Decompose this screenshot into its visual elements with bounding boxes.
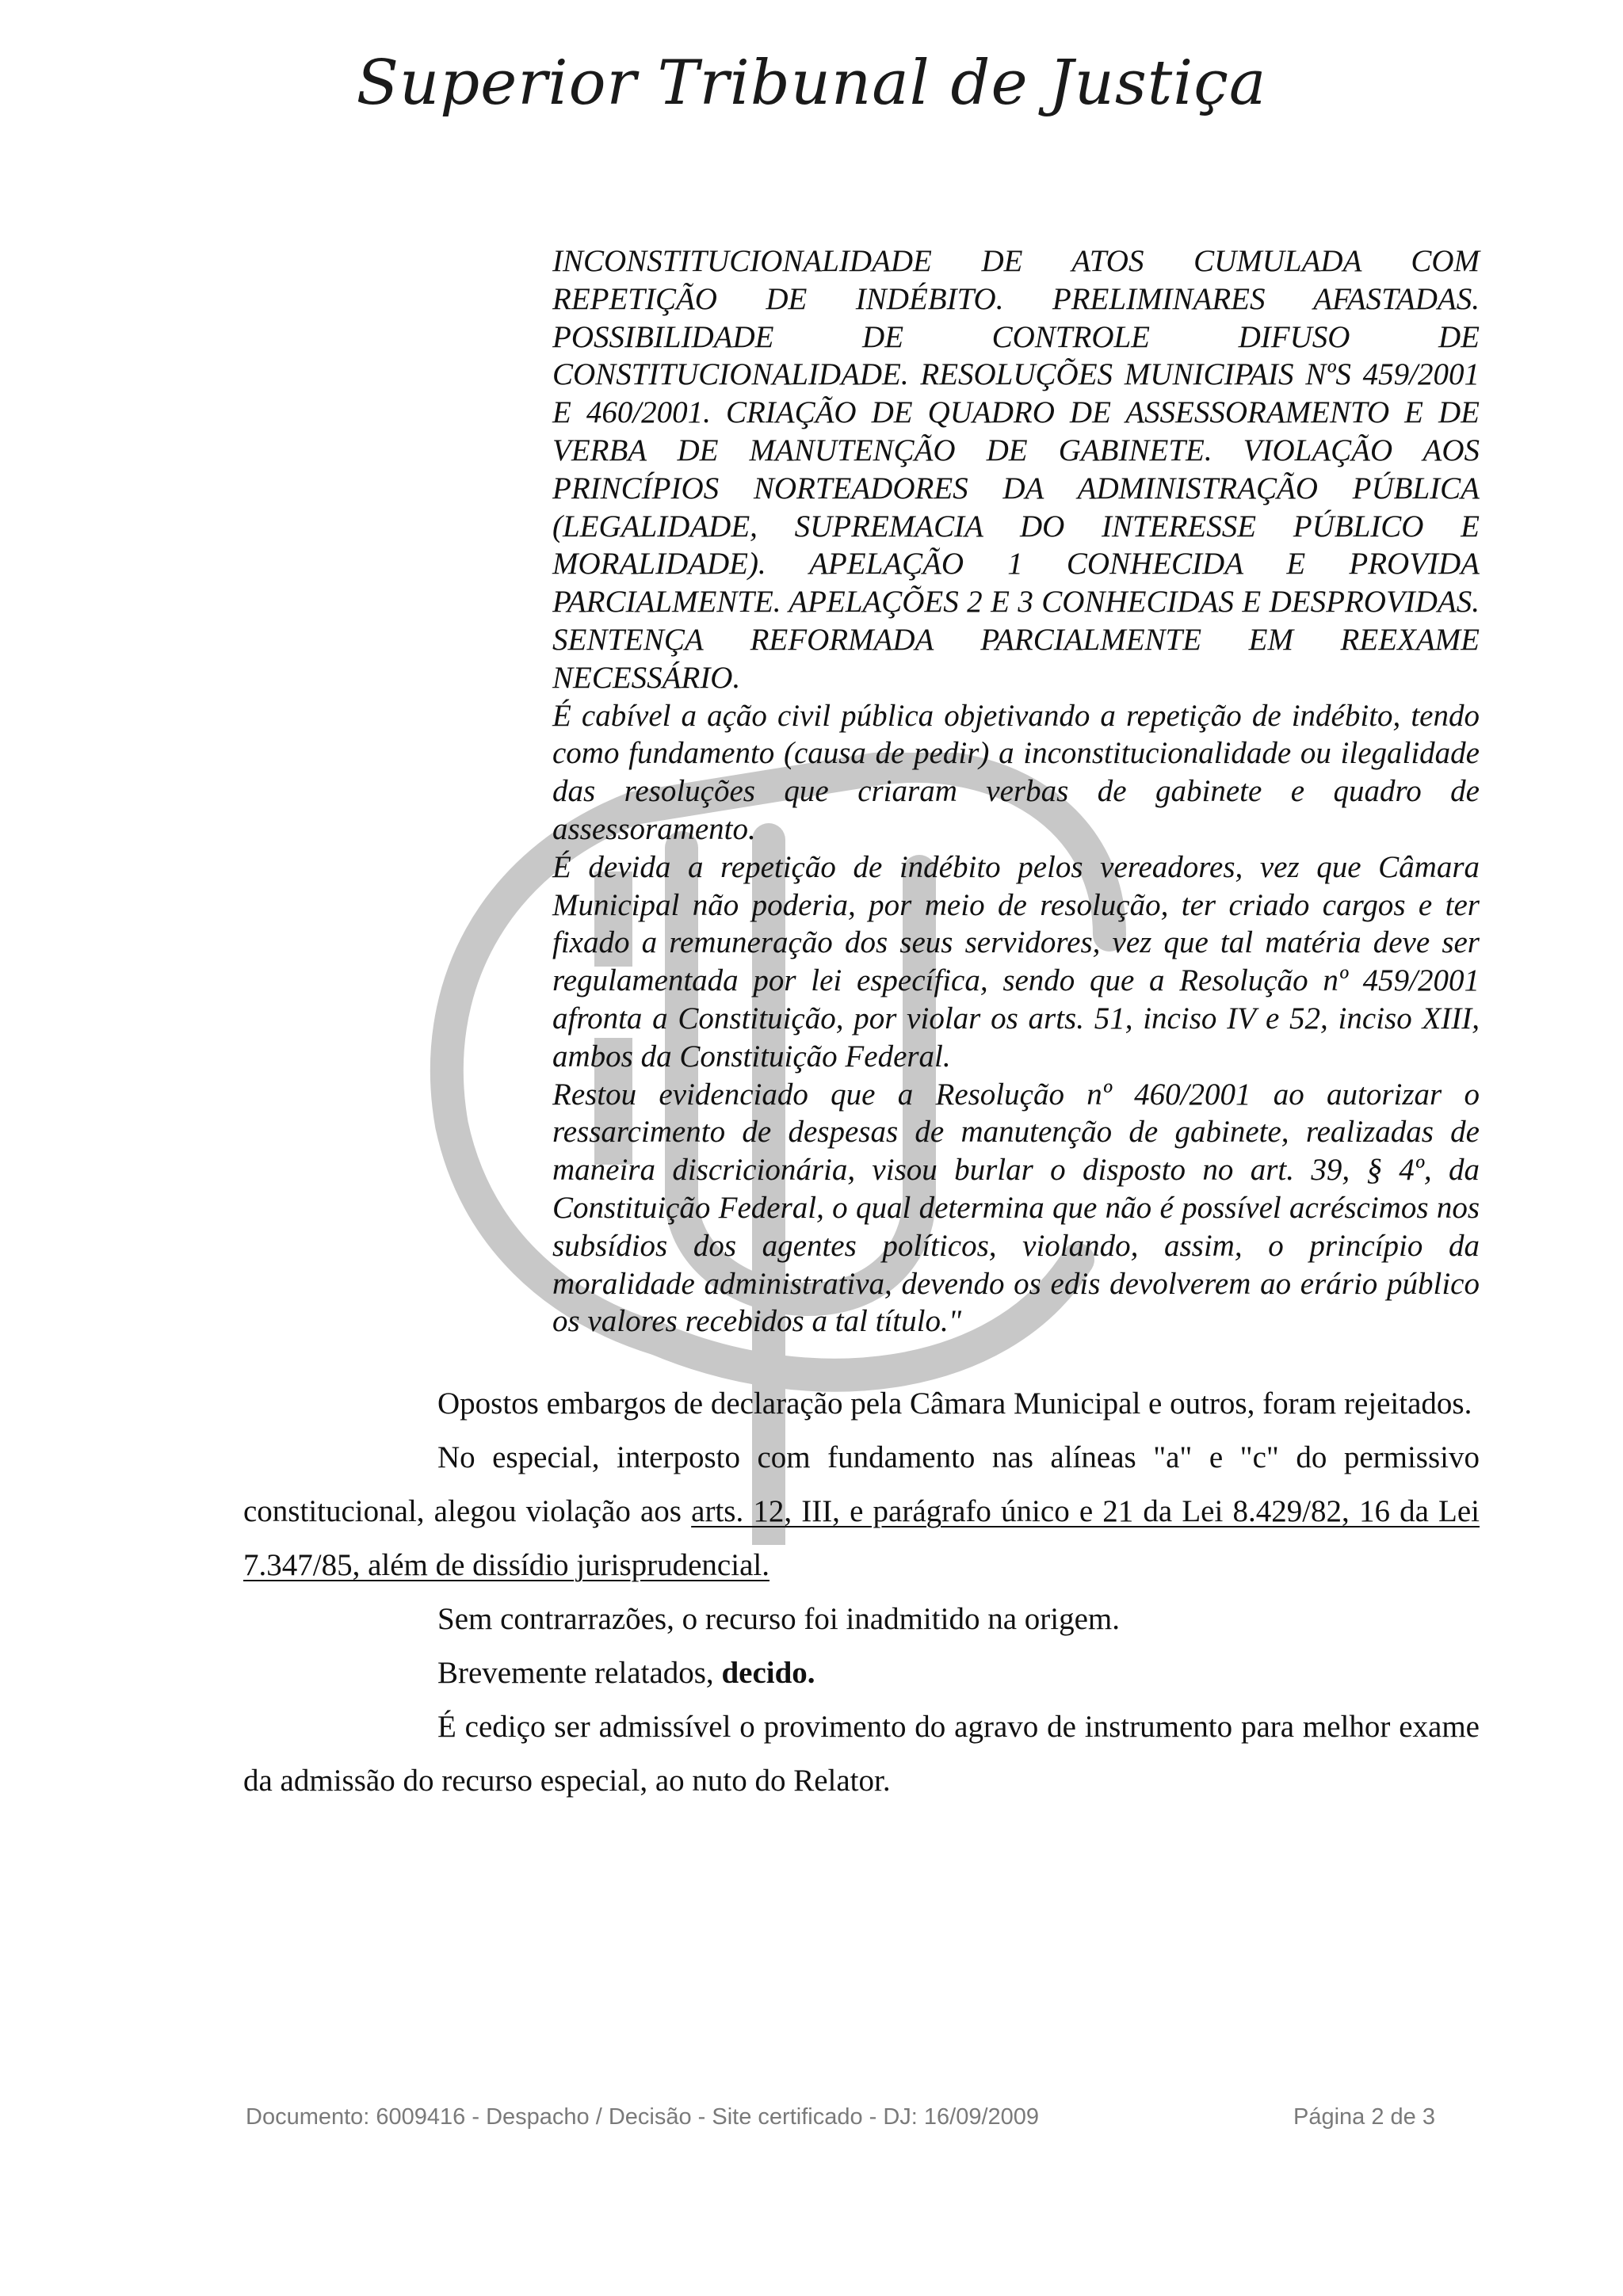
body-paragraph xyxy=(243,1646,1480,1700)
footer-page-number: Página 2 de 3 xyxy=(1293,2104,1435,2130)
body-text-segment: Brevemente relatados, xyxy=(437,1656,722,1690)
body-text-segment: No especial, interposto com fundamento nas alíneas "a" e "c" do permissivo constitucional, alegou violação aos xyxy=(243,1440,1480,1528)
court-header-title: Superior Tribunal de Justiça xyxy=(356,48,1267,119)
body-paragraph: Opostos embargos de declaração pela Câmara Municipal e outros, foram rejeitados. xyxy=(437,1386,1472,1421)
decision-body xyxy=(243,1377,1480,1808)
decision-keyword: decido. xyxy=(721,1656,815,1690)
body-paragraph: Sem contrarrazões, o recurso foi inadmitido na origem. xyxy=(437,1602,1120,1636)
body-paragraph: É cediço ser admissível o provimento do agravo de instrumento para melhor exame da admissão do recurso especial, ao nuto do Relator. xyxy=(243,1710,1480,1798)
body-paragraph xyxy=(243,1431,1480,1592)
ementa-paragraph: Restou evidenciado que a Resolução nº 460/2001 ao autorizar o ressarcimento de despesas de manutenção de gabinete, realizadas de maneira discricionária, visou burlar o disposto no art. 39, § 4º, da Constituição Federal, o qual determina que não é possível acréscimos nos subsídios dos agentes políticos, violando, assim, o princípio da moralidade administrativa, devendo os edis devolverem ao erário público os valores recebidos a tal título." xyxy=(552,1077,1480,1339)
underlined-citation: arts. 12, III, e parágrafo único e 21 da Lei 8.429/82, 16 da Lei 7.347/85, além de dissídio jurisprudencial. xyxy=(243,1494,1480,1582)
ementa-paragraph: É cabível a ação civil pública objetivando a repetição de indébito, tendo como fundamento (causa de pedir) a inconstitucionalidade ou ilegalidade das resoluções que criaram verbas de gabinete e quadro de assessoramento. xyxy=(552,698,1480,846)
ementa-paragraph: É devida a repetição de indébito pelos vereadores, vez que Câmara Municipal não poderia, por meio de resolução, ter criado cargos e ter fixado a remuneração dos seus servidores, vez que tal matéria deve ser regulamentada por lei específica, sendo que a Resolução nº 459/2001 afronta a Constituição, por violar os arts. 51, inciso IV e 52, inciso XIII, ambos da Constituição Federal. xyxy=(552,849,1480,1074)
ementa-headnote: INCONSTITUCIONALIDADE DE ATOS CUMULADA COM REPETIÇÃO DE INDÉBITO. PRELIMINARES AFASTADAS. POSSIBILIDADE DE CONTROLE DIFUSO DE CONSTITUCIONALIDADE. RESOLUÇÕES MUNICIPAIS NºS 459/2001 E 460/2001. CRIAÇÃO DE QUADRO DE ASSESSORAMENTO E DE VERBA DE MANUTENÇÃO DE GABINETE. VIOLAÇÃO AOS PRINCÍPIOS NORTEADORES DA ADMINISTRAÇÃO PÚBLICA (LEGALIDADE, SUPREMACIA DO INTERESSE PÚBLICO E MORALIDADE). APELAÇÃO 1 CONHECIDA E PROVIDA PARCIALMENTE. APELAÇÕES 2 E 3 CONHECIDAS E DESPROVIDAS. SENTENÇA REFORMADA PARCIALMENTE EM REEXAME NECESSÁRIO. xyxy=(552,244,1480,695)
ementa-block xyxy=(552,242,1480,1341)
footer-document-info: Documento: 6009416 - Despacho / Decisão - Site certificado - DJ: 16/09/2009 xyxy=(246,2104,1040,2130)
